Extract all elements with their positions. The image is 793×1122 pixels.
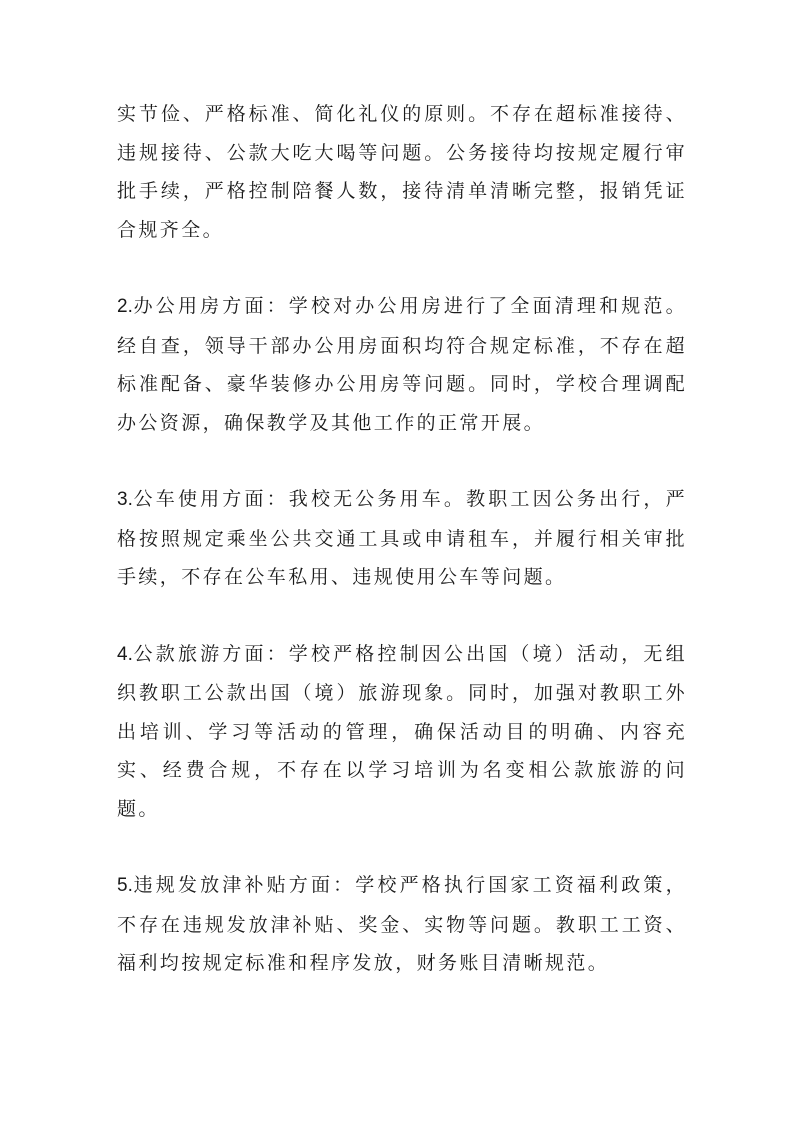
paragraph-number: 5. bbox=[117, 875, 133, 896]
paragraph-text: 办公用房方面：学校对办公用房进行了全面清理和规范。经自查，领导干部办公用房面积均符合规定标准，不存在超标准配备、豪华装修办公用房等问题。同时，学校合理调配办公资源，确保教学及其他工作的正常开展。 bbox=[117, 295, 687, 434]
paragraph-text: 公车使用方面：我校无公务用车。教职工因公务出行，严格按照规定乘坐公共交通工具或申请租车，并履行相关审批手续，不存在公车私用、违规使用公车等问题。 bbox=[117, 488, 687, 588]
paragraph-text: 公款旅游方面：学校严格控制因公出国（境）活动，无组织教职工公款出国（境）旅游现象。同时，加强对教职工外出培训、学习等活动的管理，确保活动目的明确、内容充实、经费合规，不存在以学习培训为名变相公款旅游的问题。 bbox=[117, 642, 687, 820]
paragraph-reception bbox=[117, 95, 687, 249]
paragraph-text: 实节俭、严格标准、简化礼仪的原则。不存在超标准接待、违规接待、公款大吃大喝等问题。公务接待均按规定履行审批手续，严格控制陪餐人数，接待清单清晰完整，报销凭证合规齐全。 bbox=[117, 103, 687, 241]
paragraph-number: 4. bbox=[117, 643, 133, 665]
paragraph-public-funded-travel bbox=[117, 635, 687, 829]
document-body bbox=[117, 95, 687, 983]
paragraph-number: 3. bbox=[117, 489, 133, 510]
paragraph-official-vehicles bbox=[117, 480, 687, 597]
paragraph-allowances bbox=[117, 866, 687, 983]
paragraph-number: 2. bbox=[117, 296, 133, 317]
paragraph-office-space bbox=[117, 287, 687, 442]
paragraph-text: 违规发放津补贴方面：学校严格执行国家工资福利政策，不存在违规发放津补贴、奖金、实物等问题。教职工工资、福利均按规定标准和程序发放，财务账目清晰规范。 bbox=[117, 874, 687, 974]
